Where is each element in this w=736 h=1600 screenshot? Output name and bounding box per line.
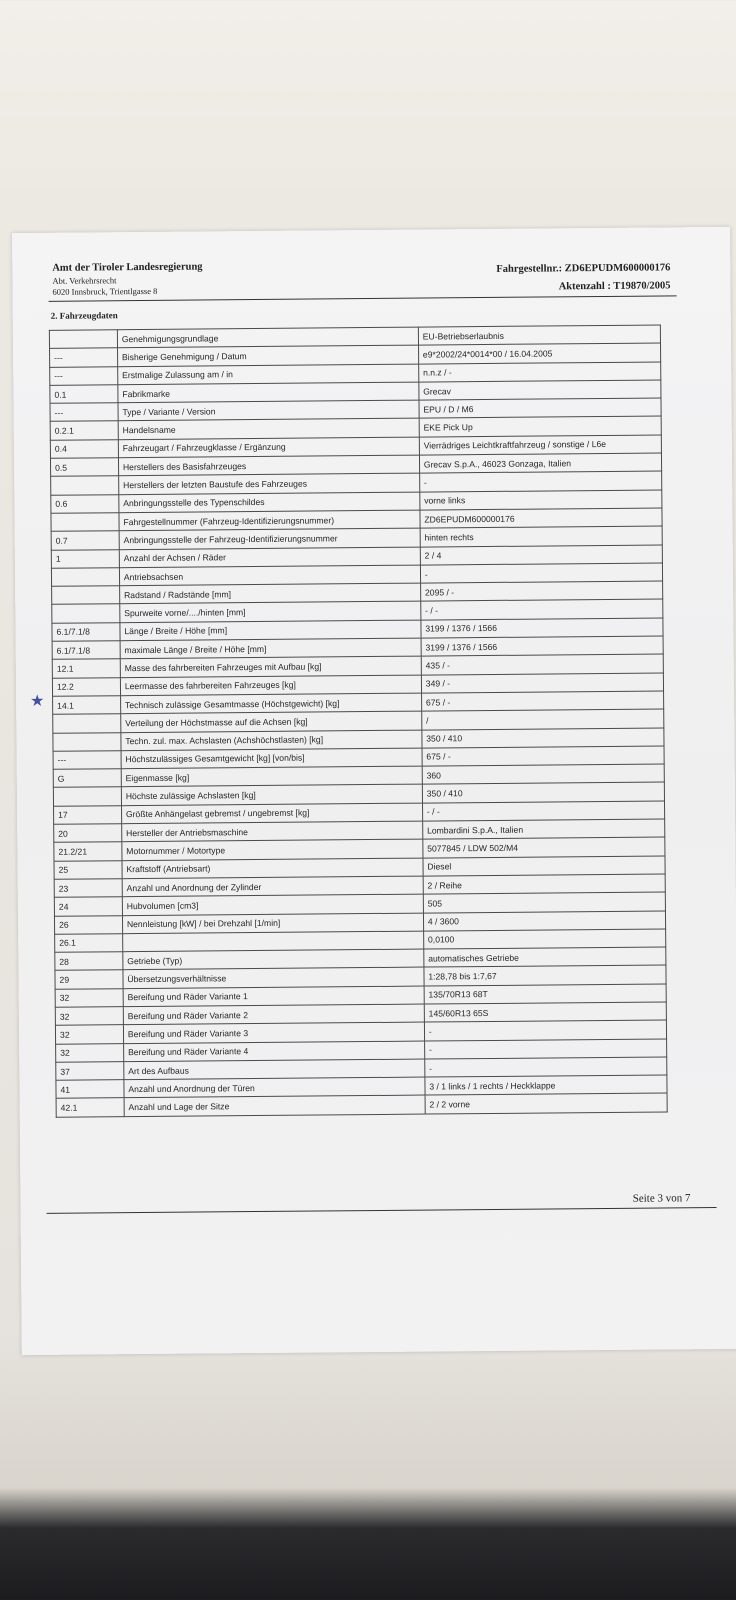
row-code: G <box>53 769 121 788</box>
row-code: 12.1 <box>52 659 120 678</box>
row-label: Eigenmasse [kg] <box>121 766 422 787</box>
row-label: Spurweite vorne/..../hinten [mm] <box>120 602 421 623</box>
row-label: Erstmalige Zulassung am / in <box>118 364 419 385</box>
row-value: e9*2002/24*0014*00 / 16.04.2005 <box>418 343 660 363</box>
row-label: Höchste zulässige Achslasten [kg] <box>121 784 422 805</box>
row-code <box>53 714 121 733</box>
row-value: Grecav S.p.A., 46023 Gonzaga, Italien <box>419 453 661 473</box>
row-value: - <box>420 563 662 583</box>
file-reference: Aktenzahl : T19870/2005 <box>558 280 671 293</box>
row-value: Grecav <box>419 380 661 400</box>
row-value: 2 / 4 <box>420 545 662 565</box>
row-value: 135/70R13 68T <box>424 984 666 1004</box>
row-label: Bereifung und Räder Variante 1 <box>123 986 424 1007</box>
row-value: 5077845 / LDW 502/M4 <box>423 837 665 857</box>
row-code: 0.7 <box>51 531 119 550</box>
row-code <box>51 568 119 587</box>
row-label: Herstellers der letzten Baustufe des Fahrzeuges <box>119 473 420 494</box>
row-value: n.n.z / - <box>418 362 660 382</box>
row-label: Bereifung und Räder Variante 4 <box>123 1041 424 1062</box>
row-code <box>51 476 119 495</box>
row-value: 505 <box>423 892 665 912</box>
row-label: Fahrgestellnummer (Fahrzeug-Identifizierungsnummer) <box>119 510 420 531</box>
row-code: 21.2/21 <box>54 842 122 861</box>
row-code: 6.1/7.1/8 <box>52 622 120 641</box>
office-name: Amt der Tiroler Landesregierung <box>52 261 203 274</box>
row-label: Bereifung und Räder Variante 2 <box>123 1004 424 1025</box>
row-value: 675 / - <box>422 746 664 766</box>
row-code: 42.1 <box>56 1098 124 1117</box>
row-value: Diesel <box>423 856 665 876</box>
row-value: 4 / 3600 <box>423 910 665 930</box>
row-value: 675 / - <box>421 691 663 711</box>
row-label: Fahrzeugart / Fahrzeugklasse / Ergänzung <box>118 437 419 458</box>
row-code <box>52 586 120 605</box>
row-code: 20 <box>54 824 122 843</box>
row-code: 6.1/7.1/8 <box>52 641 120 660</box>
row-value: 1:28,78 bis 1:7,67 <box>424 965 666 985</box>
row-value: 2 / 2 vorne <box>425 1093 667 1113</box>
row-value: EU-Betriebserlaubnis <box>418 325 660 345</box>
reference-block <box>496 259 670 297</box>
row-label: Höchstzulässiges Gesamtgewicht [kg] [von/bis] <box>121 748 422 769</box>
row-label: Handelsname <box>118 419 419 440</box>
row-value: / <box>422 709 664 729</box>
row-label: Anzahl und Lage der Sitze <box>124 1096 425 1117</box>
row-label: Masse des fahrbereiten Fahrzeuges mit Aufbau [kg] <box>120 656 421 677</box>
row-value: Vierrädriges Leichtkraftfahrzeug / sonstige / L6e <box>419 435 661 455</box>
row-value: - <box>424 1039 666 1059</box>
row-label: Hubvolumen [cm3] <box>122 894 423 915</box>
row-label: Motornummer / Motortype <box>122 839 423 860</box>
row-label: Technisch zulässige Gesamtmasse (Höchstgewicht) [kg] <box>120 693 421 714</box>
row-label: Größte Anhängelast gebremst / ungebremst [kg] <box>121 803 422 824</box>
table-row <box>56 1093 667 1117</box>
row-value: 350 / 410 <box>422 727 664 747</box>
row-value: Lombardini S.p.A., Italien <box>422 819 664 839</box>
row-value: 0,0100 <box>423 929 665 949</box>
row-label: maximale Länge / Breite / Höhe [mm] <box>120 638 421 659</box>
row-code: 29 <box>55 970 123 989</box>
department-name: Abt. Verkehrsrecht <box>52 275 117 286</box>
row-value: 3 / 1 links / 1 rechts / Heckklappe <box>425 1075 667 1095</box>
document-page <box>12 227 736 1355</box>
row-code: 0.5 <box>50 458 118 477</box>
row-code <box>51 513 119 532</box>
row-code: 0.6 <box>51 494 119 513</box>
row-value: 2 / Reihe <box>423 874 665 894</box>
row-code: --- <box>50 366 118 385</box>
row-code: 12.2 <box>52 677 120 696</box>
row-value: 3199 / 1376 / 1566 <box>421 636 663 656</box>
row-label: Radstand / Radstände [mm] <box>119 583 420 604</box>
row-label: Anzahl und Anordnung der Türen <box>124 1077 425 1098</box>
row-value: 350 / 410 <box>422 782 664 802</box>
row-code: --- <box>50 403 118 422</box>
row-label: Fabrikmarke <box>118 382 419 403</box>
row-label: Techn. zul. max. Achslasten (Achshöchstlasten) [kg] <box>121 730 422 751</box>
row-code: 26 <box>54 915 122 934</box>
row-label: Anzahl und Anordnung der Zylinder <box>122 876 423 897</box>
row-value: 3199 / 1376 / 1566 <box>421 618 663 638</box>
row-code: 23 <box>54 879 122 898</box>
row-code: 1 <box>51 549 119 568</box>
row-value: - <box>424 1020 666 1040</box>
row-code: 0.2.1 <box>50 421 118 440</box>
row-label: Type / Variante / Version <box>118 400 419 421</box>
row-label: Übersetzungsverhältnisse <box>123 967 424 988</box>
row-code: 32 <box>55 1025 123 1044</box>
row-value: - <box>419 471 661 491</box>
row-value: - <box>425 1057 667 1077</box>
row-label: Anzahl der Achsen / Räder <box>119 547 420 568</box>
footer-divider <box>47 1207 717 1214</box>
row-value: automatisches Getriebe <box>424 947 666 967</box>
row-code <box>53 732 121 751</box>
handwritten-star-mark: ★ <box>30 690 45 710</box>
vehicle-data-rows <box>49 325 667 1117</box>
row-value: - / - <box>421 599 663 619</box>
section-title: 2. Fahrzeugdaten <box>50 310 118 321</box>
row-value: EPU / D / M6 <box>419 398 661 418</box>
office-address: 6020 Innsbruck, Trientlgasse 8 <box>52 285 158 297</box>
row-code <box>52 604 120 623</box>
row-code: 41 <box>56 1080 124 1099</box>
row-value: 2095 / - <box>420 581 662 601</box>
row-code: 17 <box>54 805 122 824</box>
row-code: 32 <box>55 1007 123 1026</box>
row-code: 14.1 <box>53 696 121 715</box>
row-code: 37 <box>56 1062 124 1081</box>
row-code: --- <box>53 751 121 770</box>
row-label: Getriebe (Typ) <box>123 949 424 970</box>
row-code: 26.1 <box>55 933 123 952</box>
row-label: Anbringungsstelle der Fahrzeug-Identifizierungsnummer <box>119 528 420 549</box>
vehicle-data-table <box>49 324 668 1117</box>
row-label: Herstellers des Basisfahrzeuges <box>118 455 419 476</box>
row-label: Kraftstoff (Antriebsart) <box>122 858 423 879</box>
row-value: vorne links <box>420 490 662 510</box>
row-label: Länge / Breite / Höhe [mm] <box>120 620 421 641</box>
row-label: Nennleistung [kW] / bei Drehzahl [1/min] <box>122 913 423 934</box>
row-value: ZD6EPUDM600000176 <box>420 508 662 528</box>
row-label: Anbringungsstelle des Typenschildes <box>119 492 420 513</box>
row-value: EKE Pick Up <box>419 416 661 436</box>
row-value: 349 / - <box>421 673 663 693</box>
row-label: Antriebsachsen <box>119 565 420 586</box>
vin-reference: Fahrgestellnr.: ZD6EPUDM600000176 <box>496 262 671 275</box>
row-label: Hersteller der Antriebsmaschine <box>122 821 423 842</box>
row-value: 145/60R13 65S <box>424 1002 666 1022</box>
row-label: Art des Aufbaus <box>124 1059 425 1080</box>
row-value: hinten rechts <box>420 526 662 546</box>
row-label: Verteilung der Höchstmasse auf die Achsen [kg] <box>121 711 422 732</box>
row-code: 24 <box>54 897 122 916</box>
row-code: 0.1 <box>50 385 118 404</box>
row-label: Bisherige Genehmigung / Datum <box>117 345 418 366</box>
row-code <box>49 330 117 349</box>
row-code: 32 <box>56 1043 124 1062</box>
row-value: - / - <box>422 801 664 821</box>
row-label: Leermasse des fahrbereiten Fahrzeuges [kg] <box>120 675 421 696</box>
row-code <box>53 787 121 806</box>
row-code: --- <box>50 348 118 367</box>
row-code: 28 <box>55 952 123 971</box>
page-number: Seite 3 von 7 <box>632 1192 691 1205</box>
row-label: Bereifung und Räder Variante 3 <box>123 1022 424 1043</box>
row-label: Genehmigungsgrundlage <box>117 327 418 348</box>
row-value: 435 / - <box>421 654 663 674</box>
issuer-block <box>52 261 203 297</box>
row-code: 0.4 <box>50 439 118 458</box>
row-code: 32 <box>55 988 123 1007</box>
row-value: 360 <box>422 764 664 784</box>
row-code: 25 <box>54 860 122 879</box>
